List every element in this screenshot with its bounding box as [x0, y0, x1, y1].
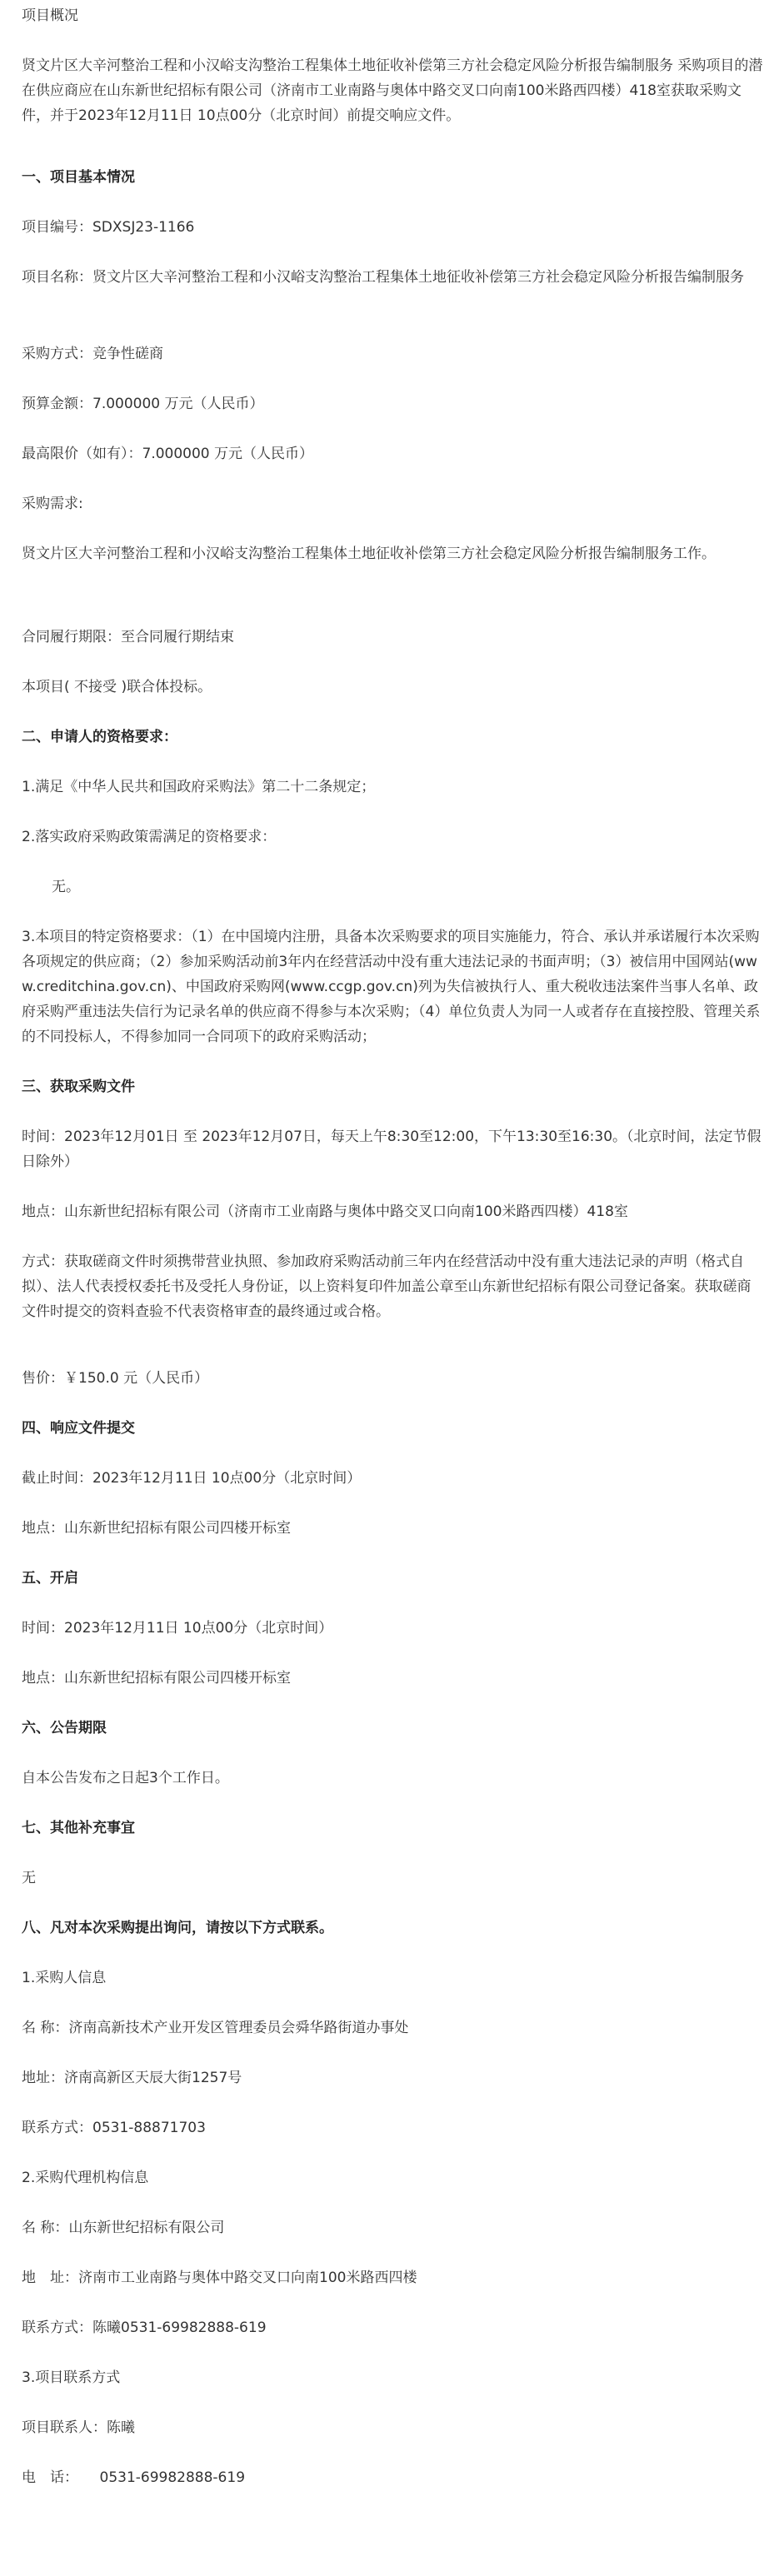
- agency-info-title: 2.采购代理机构信息: [22, 2170, 149, 2186]
- section7-heading: 七、其他补充事宜: [22, 1820, 135, 1836]
- submission-place: 地点：山东新世纪招标有限公司四楼开标室: [22, 1520, 291, 1537]
- other-matters: 无: [22, 1870, 36, 1886]
- overview-text: 贤文片区大辛河整治工程和小汉峪支沟整治工程集体土地征收补偿第三方社会稳定风险分析报告编制服务 采购项目的潜在供应商应在山东新世纪招标有限公司（济南市工业南路与奥体中路交叉口向南100米路西四楼）418室获取采购文件，并于2023年12月11日 10点00分（北京时间）前提交响应文件。: [22, 57, 763, 124]
- project-contact-person: 项目联系人：陈曦: [22, 2419, 135, 2436]
- document-time: 时间：2023年12月01日 至 2023年12月07日，每天上午8:30至12:00，下午13:30至16:30。（北京时间，法定节假日除外）: [22, 1129, 762, 1170]
- buyer-name: 名 称：济南高新技术产业开发区管理委员会舜华路街道办事处: [22, 2020, 409, 2036]
- project-contact-title: 3.项目联系方式: [22, 2369, 121, 2386]
- contract-period: 合同履行期限：至合同履行期结束: [22, 629, 234, 645]
- submission-deadline: 截止时间：2023年12月11日 10点00分（北京时间）: [22, 1470, 362, 1487]
- project-name: 项目名称：贤文片区大辛河整治工程和小汉峪支沟整治工程集体土地征收补偿第三方社会稳定风险分析报告编制服务: [22, 269, 744, 286]
- agency-contact: 联系方式：陈曦0531-69982888-619: [22, 2319, 267, 2336]
- document-place: 地点：山东新世纪招标有限公司（济南市工业南路与奥体中路交叉口向南100米路西四楼）418室: [22, 1203, 628, 1220]
- qualification-item-1: 1.满足《中华人民共和国政府采购法》第二十二条规定；: [22, 779, 376, 795]
- consortium-note: 本项目( 不接受 )联合体投标。: [22, 679, 212, 695]
- agency-address: 地 址：济南市工业南路与奥体中路交叉口向南100米路西四楼: [22, 2270, 417, 2286]
- project-number: 项目编号：SDXSJ23-1166: [22, 219, 195, 236]
- document-price: 售价：￥150.0 元（人民币）: [22, 1370, 209, 1387]
- section1-heading: 一、项目基本情况: [22, 169, 135, 186]
- section4-heading: 四、响应文件提交: [22, 1420, 135, 1437]
- opening-time: 时间：2023年12月11日 10点00分（北京时间）: [22, 1620, 333, 1637]
- budget-amount: 预算金额：7.000000 万元（人民币）: [22, 396, 264, 412]
- document-method: 方式：获取磋商文件时须携带营业执照、参加政府采购活动前三年内在经营活动中没有重大违法记录的声明（格式自拟）、法人代表授权委托书及受托人身份证，以上资料复印件加盖公章至山东新世纪招标有限公司登记备案。获取磋商文件时提交的资料查验不代表资格审查的最终通过或合格。: [22, 1253, 752, 1320]
- section5-heading: 五、开启: [22, 1570, 78, 1587]
- procurement-method: 采购方式：竞争性磋商: [22, 346, 163, 362]
- buyer-contact: 联系方式：0531-88871703: [22, 2120, 206, 2136]
- qualification-item-3: 3.本项目的特定资格要求：（1）在中国境内注册，具备本次采购要求的项目实施能力，符合、承认并承诺履行本次采购各项规定的供应商；（2）参加采购活动前3年内在经营活动中没有重大违法记录的书面声明；（3）被信用中国网站(www.creditchina.gov.cn)、中国政府采购网(www.ccgp.gov.cn)列为失信被执行人、重大税收违法案件当事人名单、政府采购严重违法失信行为记录名单的供应商不得参与本次采购；（4）单位负责人为同一人或者存在直接控股、管理关系的不同投标人，不得参加同一合同项下的政府采购活动；: [22, 929, 761, 1045]
- demand-label: 采购需求:: [22, 496, 83, 512]
- buyer-address: 地址：济南高新区天辰大街1257号: [22, 2070, 242, 2086]
- overview-title: 项目概况: [22, 7, 78, 24]
- buyer-info-title: 1.采购人信息: [22, 1970, 107, 1986]
- opening-place: 地点：山东新世纪招标有限公司四楼开标室: [22, 1670, 291, 1687]
- demand-text: 贤文片区大辛河整治工程和小汉峪支沟整治工程集体土地征收补偿第三方社会稳定风险分析报告编制服务工作。: [22, 546, 716, 562]
- notice-period: 自本公告发布之日起3个工作日。: [22, 1770, 229, 1786]
- section8-heading: 八、凡对本次采购提出询问，请按以下方式联系。: [22, 1920, 333, 1936]
- project-phone: 电 话： 0531-69982888-619: [22, 2469, 246, 2486]
- section6-heading: 六、公告期限: [22, 1720, 107, 1736]
- section3-heading: 三、获取采购文件: [22, 1079, 135, 1095]
- agency-name: 名 称：山东新世纪招标有限公司: [22, 2220, 225, 2236]
- max-price: 最高限价（如有）：7.000000 万元（人民币）: [22, 446, 314, 462]
- section2-heading: 二、申请人的资格要求：: [22, 729, 177, 745]
- qualification-item-2: 2.落实政府采购政策需满足的资格要求：: [22, 829, 277, 845]
- qualification-item-2-value: 无。: [52, 879, 80, 895]
